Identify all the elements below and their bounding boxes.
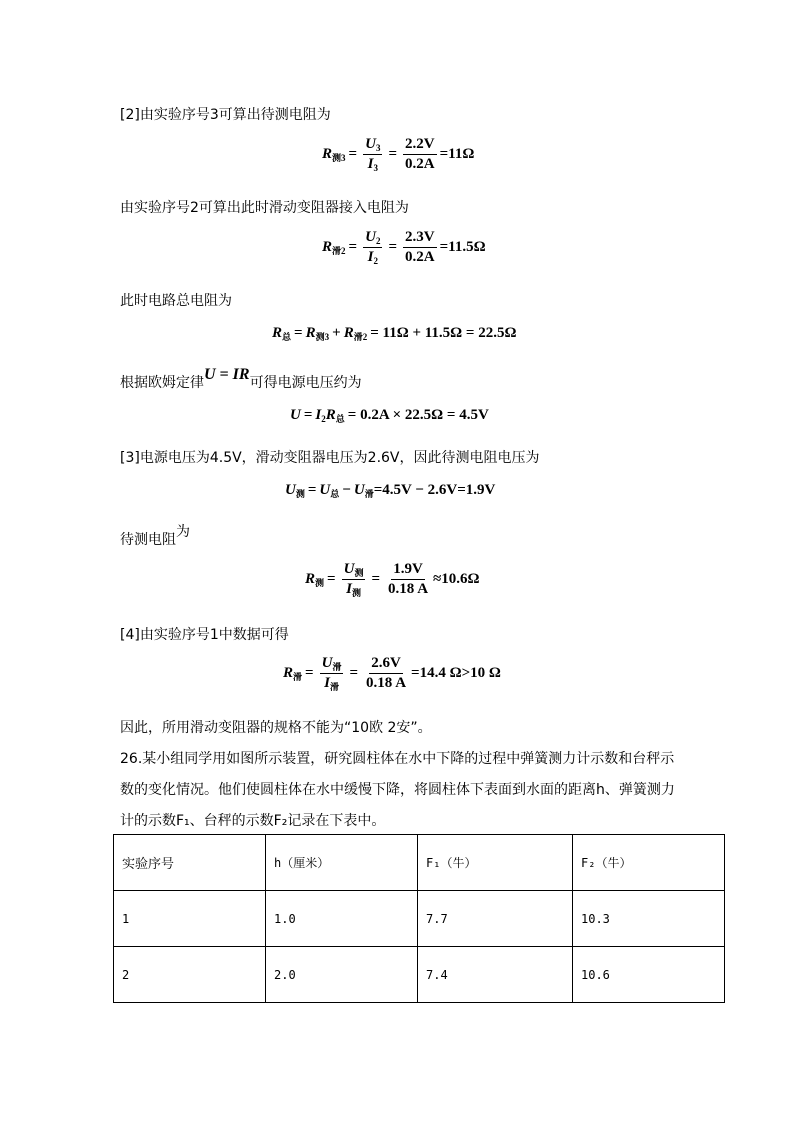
formula-r-rheostat-2: R $_{滑2}$ = $\frac{U_2}{I_2}$ = $\frac{2.3V}{0.2A}$ =11.5Ω xyxy=(322,229,486,266)
problem-26-line-1: 26.某小组同学用如图所示装置，研究圆柱体在水中下降的过程中弹簧测力计示数和台秤示 xyxy=(120,751,675,767)
table-cell: 10.6 xyxy=(573,947,725,1003)
solution-test-resistance-intro: 待测电阻为 xyxy=(120,524,190,548)
ohms-law-formula: U = IR xyxy=(204,366,250,383)
solution-total-resistance-intro: 此时电路总电阻为 xyxy=(120,293,232,309)
solution-step-2-intro: [2]由实验序号3可算出待测电阻为 xyxy=(120,107,331,123)
solution-step-4-intro: [4]由实验序号1中数据可得 xyxy=(120,627,289,643)
table-cell: 2 xyxy=(114,947,266,1003)
formula-supply-voltage: U = I $_2$ R $_总$ = 0.2A × 22.5Ω = 4.5V xyxy=(290,407,489,424)
solution-conclusion: 因此，所用滑动变阻器的规格不能为“10欧 2安”。 xyxy=(120,720,432,736)
table-header-cell: F₁（牛） xyxy=(418,835,573,891)
table-cell: 1.0 xyxy=(266,891,418,947)
data-table xyxy=(113,834,725,1003)
table-cell: 2.0 xyxy=(266,947,418,1003)
formula-r-rheostat-1: R $_滑$ = $\frac{U_滑}{I_滑}$ = $\frac{2.6V}{0.18 A}$ =14.4 Ω>10 Ω xyxy=(283,655,501,692)
table-cell: 10.3 xyxy=(573,891,725,947)
table-header-row xyxy=(114,835,725,891)
table-header-cell: 实验序号 xyxy=(114,835,266,891)
solution-step-3-intro: [3]电源电压为4.5V，滑动变阻器电压为2.6V，因此待测电阻电压为 xyxy=(120,450,540,466)
problem-26-line-2: 数的变化情况。他们使圆柱体在水中缓慢下降，将圆柱体下表面到水面的距离h、弹簧测力 xyxy=(120,782,675,798)
table-header-cell: F₂（牛） xyxy=(573,835,725,891)
formula-r-test-3: R $_{测3}$ = $\frac{U_3}{I_3}$ = $\frac{2.2V}{0.2A}$ =11Ω xyxy=(322,136,475,173)
solution-ohms-law-line: 根据欧姆定律U = IR可得电源电压约为 xyxy=(120,366,362,391)
formula-u-test: U $_测$ = U $_总$ − U $_滑$ =4.5V − 2.6V=1.9V xyxy=(285,482,496,499)
table-cell: 7.4 xyxy=(418,947,573,1003)
table-cell: 1 xyxy=(114,891,266,947)
table-row xyxy=(114,891,725,947)
table-row xyxy=(114,947,725,1003)
problem-26-line-3: 计的示数F₁、台秤的示数F₂记录在下表中。 xyxy=(120,813,386,829)
formula-r-test: R $_测$ = $\frac{U_测}{I_测}$ = $\frac{1.9V}{0.18 A}$ ≈10.6Ω xyxy=(305,561,480,598)
table-cell: 7.7 xyxy=(418,891,573,947)
formula-r-total: R $_总$ = R $_{测3}$ + R $_{滑2}$ = 11Ω + 11.5Ω = 22.5Ω xyxy=(272,325,517,342)
solution-step-2-rheostat: 由实验序号2可算出此时滑动变阻器接入电阻为 xyxy=(120,200,409,216)
table-header-cell: h（厘米） xyxy=(266,835,418,891)
